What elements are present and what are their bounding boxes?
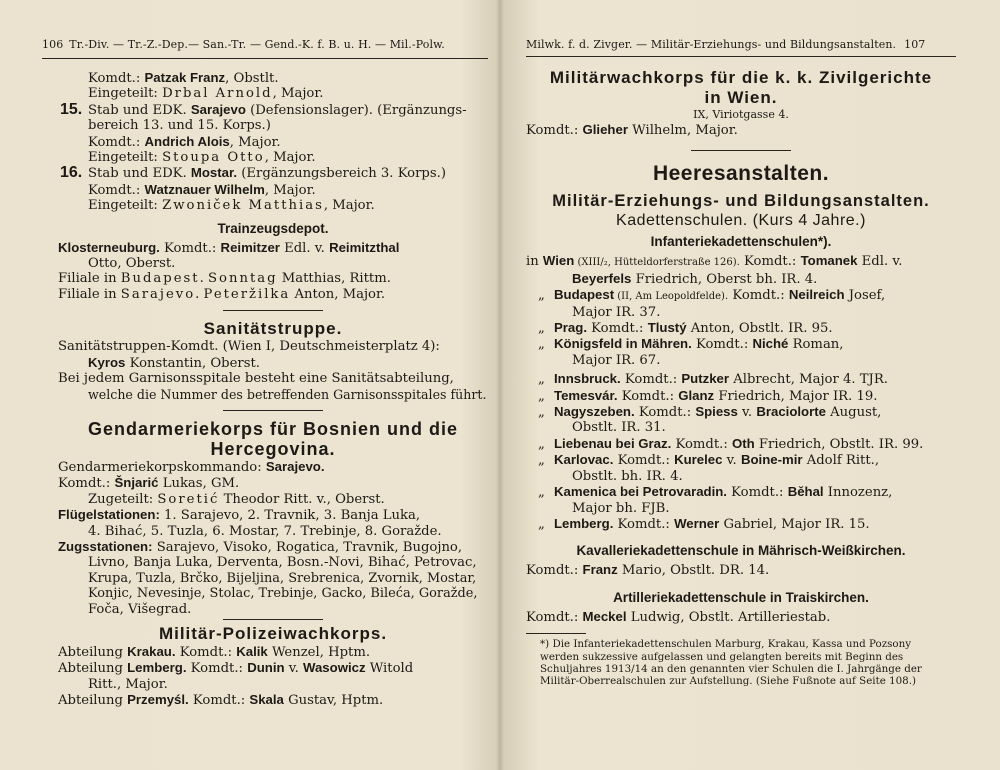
entry-line: Zugeteilt: Soretić Theodor Ritt. v., Oberst. bbox=[88, 491, 385, 507]
entry-line-numbered: 15. Stab und EDK. Sarajevo (Defensionslager). (Ergänzungs- bbox=[60, 100, 467, 118]
entry-line: Flügelstationen: 1. Sarajevo, 2. Travnik, 3. Banja Luka, bbox=[58, 507, 421, 524]
footnote: *) Die Infanteriekadettenschulen Marburg, Krakau, Kassa und Pozsony werden sukzessive aufgelassen und gelangten bereits mit Beginn des Schuljahres 1913/14 an den genannten vier Schulen die I. Jahrgänge der Militär-Oberrealschulen zur Aufstellung. (Siehe Fußnote auf Seite 108.) bbox=[540, 638, 922, 688]
right-header-rule bbox=[526, 56, 956, 57]
entry-line: Komdt.: Šnjarić Lukas, GM. bbox=[58, 475, 240, 492]
section-heading-heeresanstalten: Heeresanstalten. bbox=[652, 162, 830, 186]
right-running-header bbox=[526, 38, 956, 51]
left-running-header bbox=[42, 38, 488, 51]
entry-line: Major IR. 67. bbox=[572, 352, 661, 368]
right-page bbox=[502, 0, 1000, 770]
entry-line: Bei jedem Garnisonsspitale besteht eine Sanitätsabteilung, bbox=[58, 371, 454, 387]
section-heading-artilleriekadettenschule: Artilleriekadettenschule in Traiskirchen. bbox=[613, 589, 869, 605]
right-body bbox=[526, 68, 956, 688]
section-rule bbox=[223, 310, 323, 311]
entry-line: „ Budapest (II, Am Leopoldfelde). Komdt.: Neilreich Josef, bbox=[538, 287, 886, 304]
entry-line: Foča, Višegrad. bbox=[88, 601, 192, 617]
entry-line: „ Prag. Komdt.: Tlustý Anton, Obstlt. IR. 95. bbox=[538, 320, 833, 337]
section-rule bbox=[223, 410, 323, 411]
entry-line: Major IR. 37. bbox=[572, 304, 661, 320]
entry-line: Kyros Konstantin, Oberst. bbox=[88, 354, 260, 371]
entry-line: Major bh. FJB. bbox=[572, 500, 670, 516]
entry-line: Komdt.: Meckel Ludwig, Obstlt. Artilleriestab. bbox=[526, 608, 831, 625]
entry-line: Abteilung Krakau. Komdt.: Kalik Wenzel, Hptm. bbox=[58, 643, 371, 660]
entry-line: Zugsstationen: Sarajevo, Visoko, Rogatica, Travnik, Bugojno, bbox=[58, 538, 463, 555]
section-heading-kadettenschulen: Kadettenschulen. (Kurs 4 Jahre.) bbox=[616, 212, 866, 230]
entry-line: „ Königsfeld in Mähren. Komdt.: Niché Roman, bbox=[538, 336, 844, 353]
left-page-number: 106 bbox=[42, 38, 64, 51]
entry-line: „ Karlovac. Komdt.: Kurelec v. Boine-mir Adolf Ritt., bbox=[538, 452, 880, 469]
entry-line: Komdt.: Glieher Wilhelm, Major. bbox=[526, 122, 738, 138]
entry-line: Filiale in Sarajevo. Peteržilka Anton, Major. bbox=[58, 286, 386, 302]
entry-line: „ Lemberg. Komdt.: Werner Gabriel, Major IR. 15. bbox=[538, 515, 870, 532]
entry-line: bereich 13. und 15. Korps.) bbox=[88, 118, 271, 134]
entry-line: Komdt.: Andrich Alois, Major. bbox=[88, 133, 281, 150]
entry-line-numbered: 16. Stab und EDK. Mostar. (Ergänzungsbereich 3. Korps.) bbox=[60, 164, 446, 182]
section-heading-trainzeugsdepot: Trainzeugsdepot. bbox=[217, 220, 329, 236]
entry-line: Komdt.: Patzak Franz, Obstlt. bbox=[88, 70, 279, 86]
section-heading-gendarmerie: Gendarmeriekorps für Bosnien und die bbox=[87, 418, 459, 439]
section-heading-militaerwachkorps-line2: in Wien. bbox=[704, 88, 778, 107]
section-rule bbox=[223, 619, 323, 620]
entry-line: „ Innsbruck. Komdt.: Putzker Albrecht, Major 4. TJR. bbox=[538, 371, 888, 388]
entry-line: „ Kamenica bei Petrovaradin. Komdt.: Běhal Innozenz, bbox=[538, 484, 893, 501]
entry-line: Ritt., Major. bbox=[88, 676, 168, 692]
footnote-block bbox=[526, 638, 956, 688]
section-heading-infanteriekadettenschulen: Infanteriekadettenschulen*). bbox=[650, 234, 832, 250]
entry-line: 4. Bihać, 5. Tuzla, 6. Mostar, 7. Trebinje, 8. Goražde. bbox=[88, 523, 442, 539]
entry-line: Konjic, Nevesinje, Stolac, Trebinje, Gacko, Bileća, Goražde, bbox=[88, 586, 478, 602]
entry-line: in Wien (XIII/₂, Hütteldorferstraße 126). Komdt.: Tomanek Edl. v. bbox=[526, 253, 903, 270]
entry-line: Komdt.: Watznauer Wilhelm, Major. bbox=[88, 181, 316, 198]
section-heading-sanitaetstruppe: Sanitätstruppe. bbox=[203, 319, 343, 339]
entry-line: Gendarmeriekorpskommando: Sarajevo. bbox=[58, 458, 325, 475]
entry-line: „ Temesvár. Komdt.: Glanz Friedrich, Major IR. 19. bbox=[538, 387, 878, 404]
section-rule bbox=[691, 150, 791, 151]
left-body bbox=[58, 70, 488, 709]
entry-line: Abteilung Przemyśl. Komdt.: Skala Gustav, Hptm. bbox=[58, 692, 384, 709]
right-header-text: Milwk. f. d. Zivger. — Militär-Erziehungs- und Bildungsanstalten. bbox=[526, 38, 897, 51]
entry-line: Obstlt. bh. IR. 4. bbox=[572, 468, 683, 484]
footnote-rule bbox=[526, 633, 586, 634]
left-header-text: Tr.-Div. — Tr.-Z.-Dep.— San.-Tr. — Gend.-K. f. B. u. H. — Mil.-Polw. bbox=[69, 38, 445, 51]
entry-line: Eingeteilt: Drbal Arnold, Major. bbox=[88, 86, 324, 102]
address-line: IX, Viriotgasse 4. bbox=[693, 108, 789, 121]
entry-line: Beyerfels Friedrich, Oberst bh. IR. 4. bbox=[572, 270, 818, 287]
entry-line: Sanitätstruppen-Komdt. (Wien I, Deutschmeisterplatz 4): bbox=[58, 339, 440, 355]
section-heading-gendarmerie-line2: Hercegovina. bbox=[210, 438, 336, 459]
entry-line: Livno, Banja Luka, Derventa, Bosn.-Novi, Bihać, Petrovac, bbox=[88, 555, 477, 571]
right-page-number: 107 bbox=[904, 38, 926, 51]
entry-line: Komdt.: Franz Mario, Obstlt. DR. 14. bbox=[526, 562, 770, 579]
entry-line: Filiale in Budapest. Sonntag Matthias, Rittm. bbox=[58, 271, 391, 287]
entry-line: Klosterneuburg. Komdt.: Reimitzer Edl. v. Reimitzthal bbox=[58, 239, 400, 256]
entry-line: Otto, Oberst. bbox=[88, 256, 176, 272]
entry-line: Abteilung Lemberg. Komdt.: Dunin v. Wasowicz Witold bbox=[58, 660, 414, 677]
entry-line: Eingeteilt: Zwoniček Matthias, Major. bbox=[88, 198, 375, 214]
section-heading-kavalleriekadettenschule: Kavalleriekadettenschule in Mährisch-Weißkirchen. bbox=[576, 543, 906, 559]
section-heading-erziehung: Militär-Erziehungs- und Bildungsanstalten. bbox=[552, 192, 930, 211]
entry-line: welche die Nummer des betreffenden Garnisonsspitales führt. bbox=[88, 386, 487, 402]
left-header-rule bbox=[42, 58, 488, 59]
section-heading-militaerwachkorps: Militärwachkorps für die k. k. Zivilgerichte bbox=[549, 68, 933, 87]
entry-line: „ Liebenau bei Graz. Komdt.: Oth Friedrich, Obstlt. IR. 99. bbox=[538, 435, 924, 452]
entry-line: „ Nagyszeben. Komdt.: Spiess v. Braciolorte August, bbox=[538, 404, 882, 421]
section-heading-militaer-polizeiwachkorps: Militär-Polizeiwachkorps. bbox=[158, 623, 388, 643]
entry-line: Eingeteilt: Stoupa Otto, Major. bbox=[88, 150, 316, 166]
entry-line: Obstlt. IR. 31. bbox=[572, 420, 666, 436]
entry-line: Krupa, Tuzla, Brčko, Bijeljina, Srebrenica, Zvornik, Mostar, bbox=[88, 570, 477, 586]
